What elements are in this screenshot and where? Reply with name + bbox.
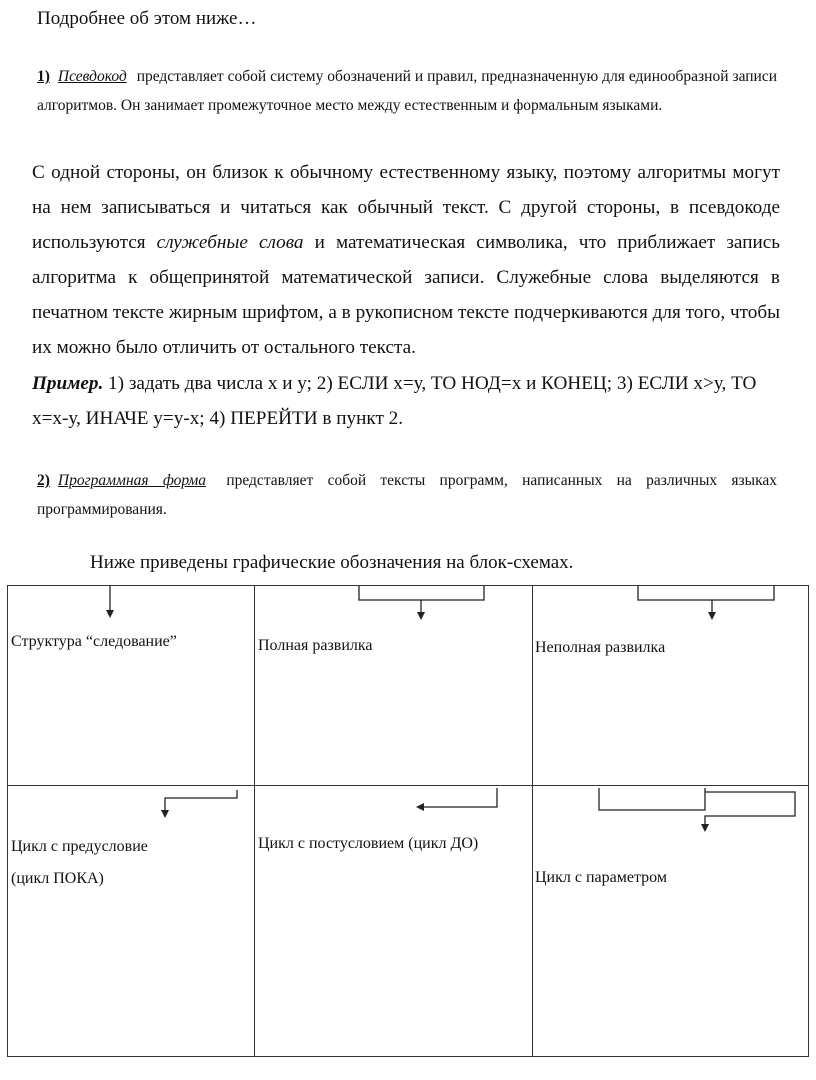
section-program-form [37, 466, 777, 524]
precondition-loop-diagram-icon [165, 790, 237, 812]
body-text-part1: С одной стороны, он близок к обычному естественному языку, поэтому алгоритмы могут на нем записываться и читаться как обычный текст. С другой стороны, в псевдокоде используются [32, 162, 780, 253]
term-pseudocode: Псевдокод [57, 68, 127, 85]
body-text-part2: и математическая символика, что приближает запись алгоритма к общепринятой математической записи. Служебные слова выделяются в печатном тексте жирным шрифтом, а в рукописном тексте подчеркиваются для того, чтобы их можно было отличить от остального текста. [32, 232, 781, 358]
label-partial-branch: Неполная развилка [535, 639, 666, 656]
label-parameter-loop: Цикл с параметром [535, 869, 667, 886]
partial-branch-diagram-icon [638, 586, 774, 614]
section-pseudocode [37, 62, 777, 120]
example-label: Пример. [32, 373, 104, 394]
parameter-loop-diagram-icon [599, 788, 795, 826]
flowchart-caption: Ниже приведены графические обозначения на блок-схемах. [90, 552, 574, 573]
postcondition-loop-diagram-icon [424, 788, 497, 807]
label-postcondition-loop: Цикл с постусловием (цикл ДО) [258, 835, 479, 852]
body-text-italic: служебные слова [156, 232, 304, 253]
full-branch-diagram-icon [359, 586, 484, 614]
section-text: представляет собой тексты программ, написанных на различных языках программирования. [37, 472, 777, 518]
body-paragraph [32, 155, 780, 365]
label-precondition-loop: Цикл с предусловие [11, 838, 148, 855]
term-program-form: Программная форма [57, 472, 207, 489]
example-text: 1) задать два числа х и у; 2) ЕСЛИ х=у, ТО НОД=х и КОНЕЦ; 3) ЕСЛИ х>у, ТО х=х-у, ИНАЧЕ у=у-х; 4) ПЕРЕЙТИ в пункт 2. [32, 373, 757, 429]
section-text: представляет собой систему обозначений и правил, предназначенную для единообразной записи алгоритмов. Он занимает промежуточное место между естественным и формальным языками. [37, 68, 778, 114]
label-sequence: Структура “следование” [11, 633, 177, 650]
section-number: 2) [37, 472, 50, 489]
intro-text: Подробнее об этом ниже… [37, 8, 257, 29]
section-number: 1) [37, 68, 50, 85]
flowchart-symbols-table [7, 585, 809, 1057]
example-paragraph [32, 366, 782, 436]
label-full-branch: Полная развилка [258, 637, 373, 654]
label-precondition-loop-note: (цикл ПОКА) [11, 870, 104, 887]
